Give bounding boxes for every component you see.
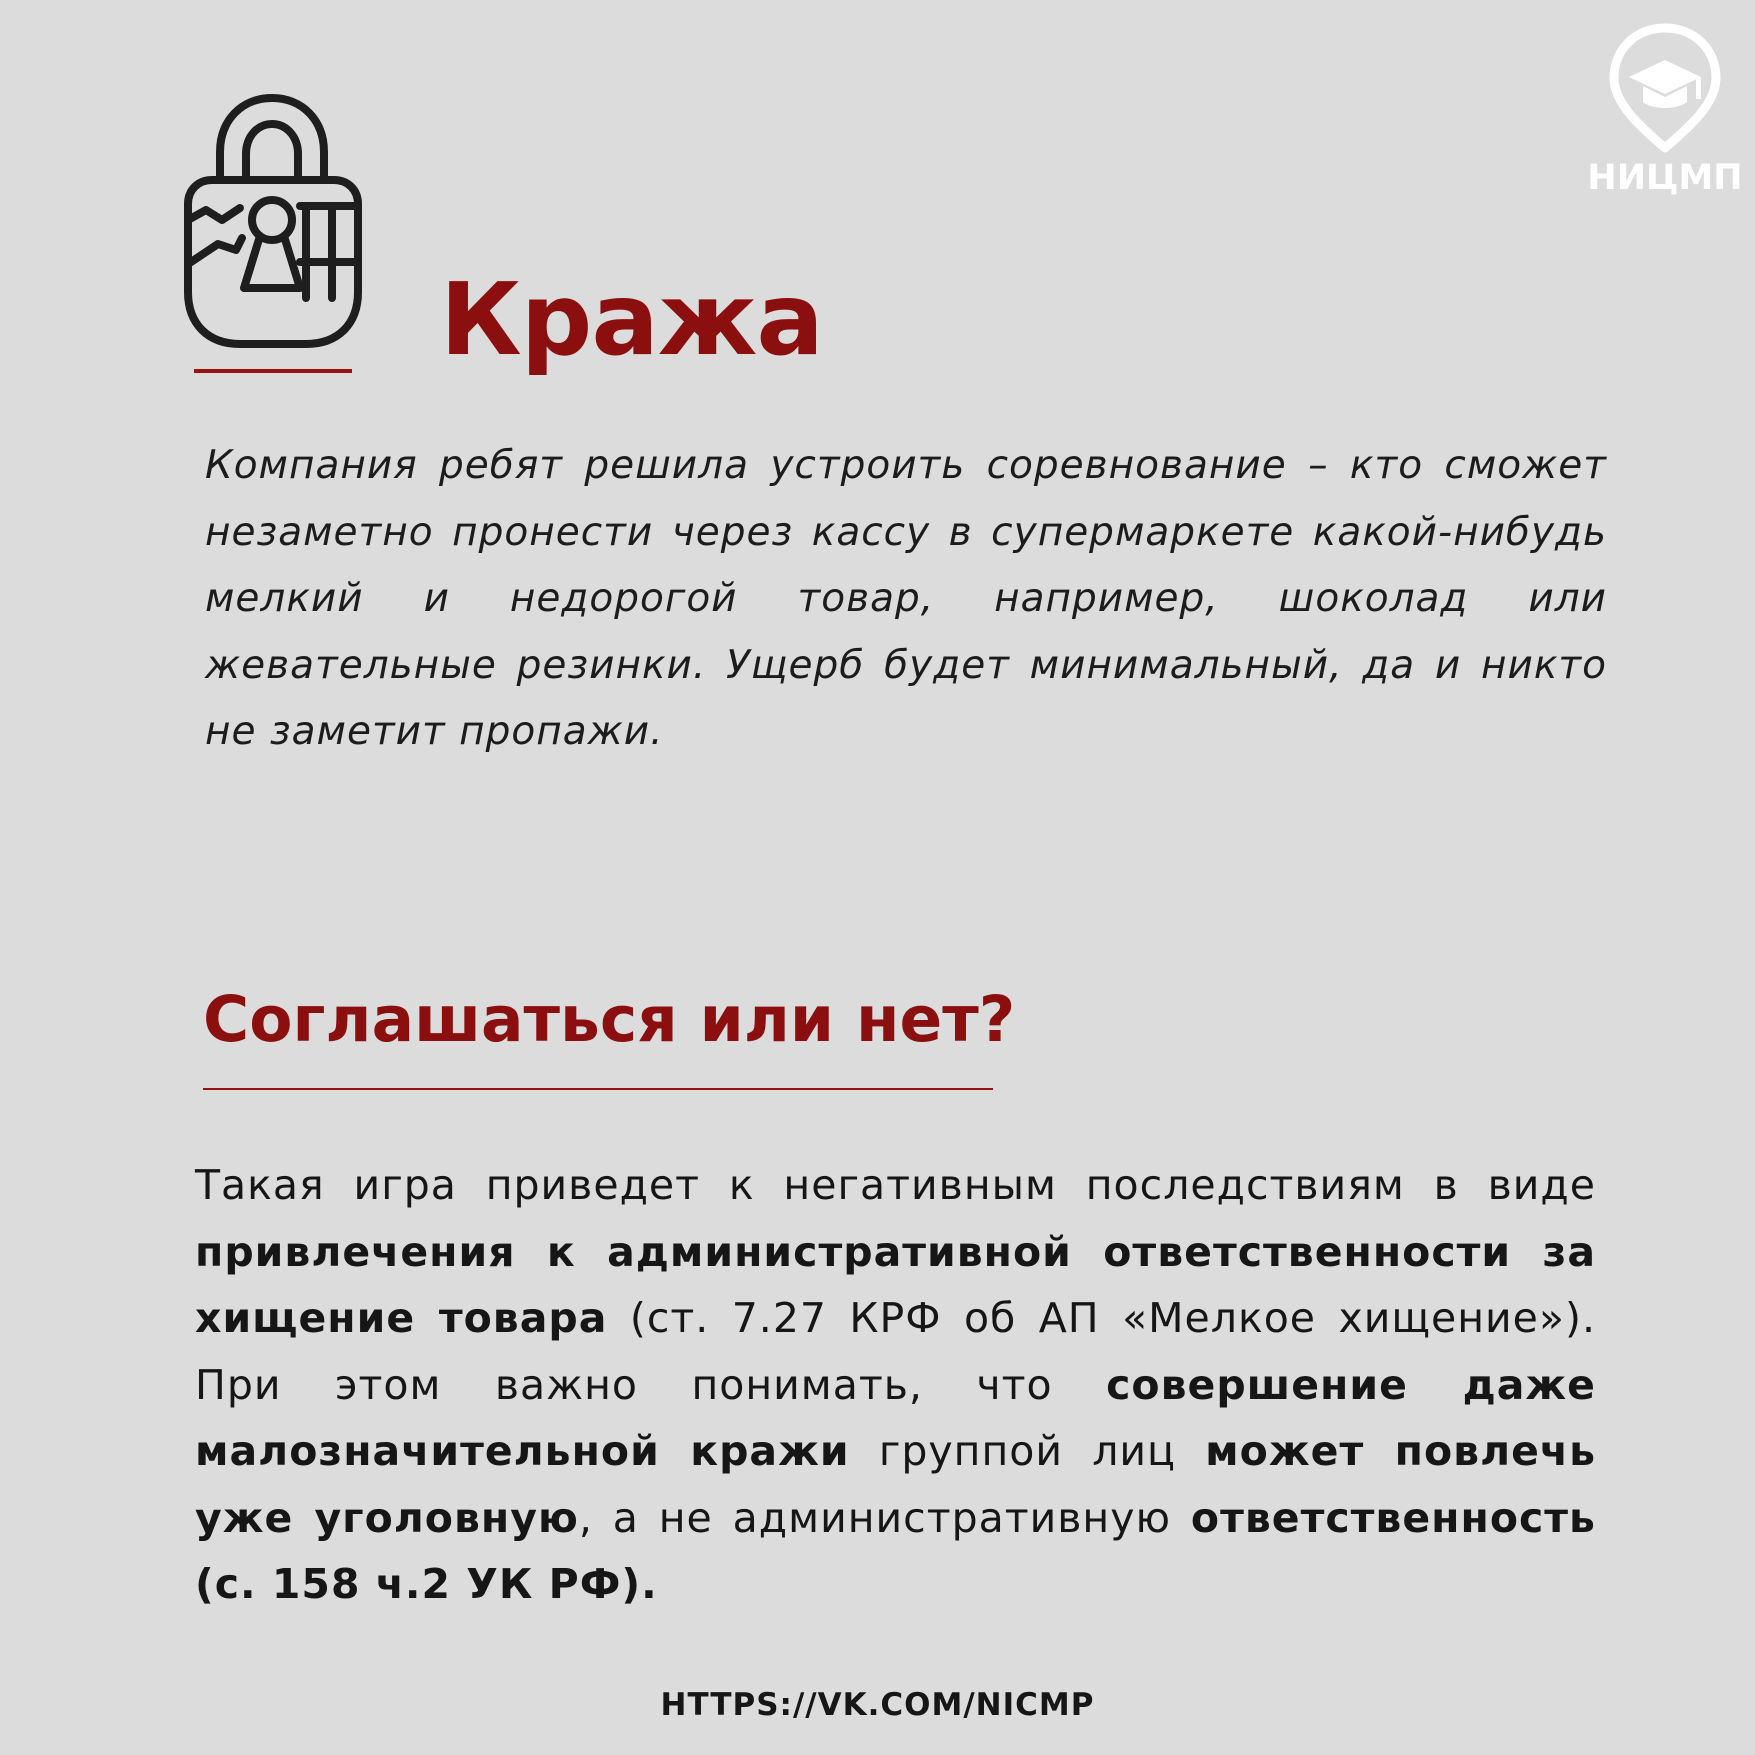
answer-emphasis: ответственность (с. 158 ч.2 УК РФ). (195, 1493, 1596, 1608)
answer-text: Такая игра приведет к негативным последствиям в виде (195, 1161, 1596, 1209)
answer-text: (ст. 7.27 КРФ об АП «Мелкое хищение»). При этом важно понимать, что (195, 1294, 1596, 1409)
broken-padlock-icon (182, 92, 364, 352)
answer-emphasis: может повлечь уже уголовную (195, 1427, 1596, 1542)
story-paragraph: Компания ребят решила устроить соревнование – кто сможет незаметно пронести через кассу в супермаркете какой-нибудь мелкий и недорогой товар, например, шоколад или жевательные резинки. Ущерб будет минимальный, да и никто не заметит пропажи. (205, 443, 1607, 754)
answer-text: , а не административную (578, 1493, 1191, 1542)
footer-link[interactable]: HTTPS://VK.COM/NICMP (660, 1687, 1095, 1723)
question-underline (203, 1088, 993, 1090)
answer-paragraph (195, 1152, 1596, 1618)
question-heading: Соглашаться или нет? (203, 983, 1016, 1056)
answer-emphasis: привлечения к административной ответственности за хищение товара (195, 1227, 1596, 1342)
answer-text: группой лиц (849, 1427, 1206, 1475)
graduation-cap-pin-icon (1607, 22, 1723, 154)
page-title: Кража (440, 261, 823, 378)
logo-text: НИЦМП (1587, 158, 1743, 198)
brand-logo (1585, 22, 1745, 202)
answer-emphasis: совершение даже малозначительной кражи (195, 1360, 1596, 1475)
title-underline (194, 369, 352, 373)
